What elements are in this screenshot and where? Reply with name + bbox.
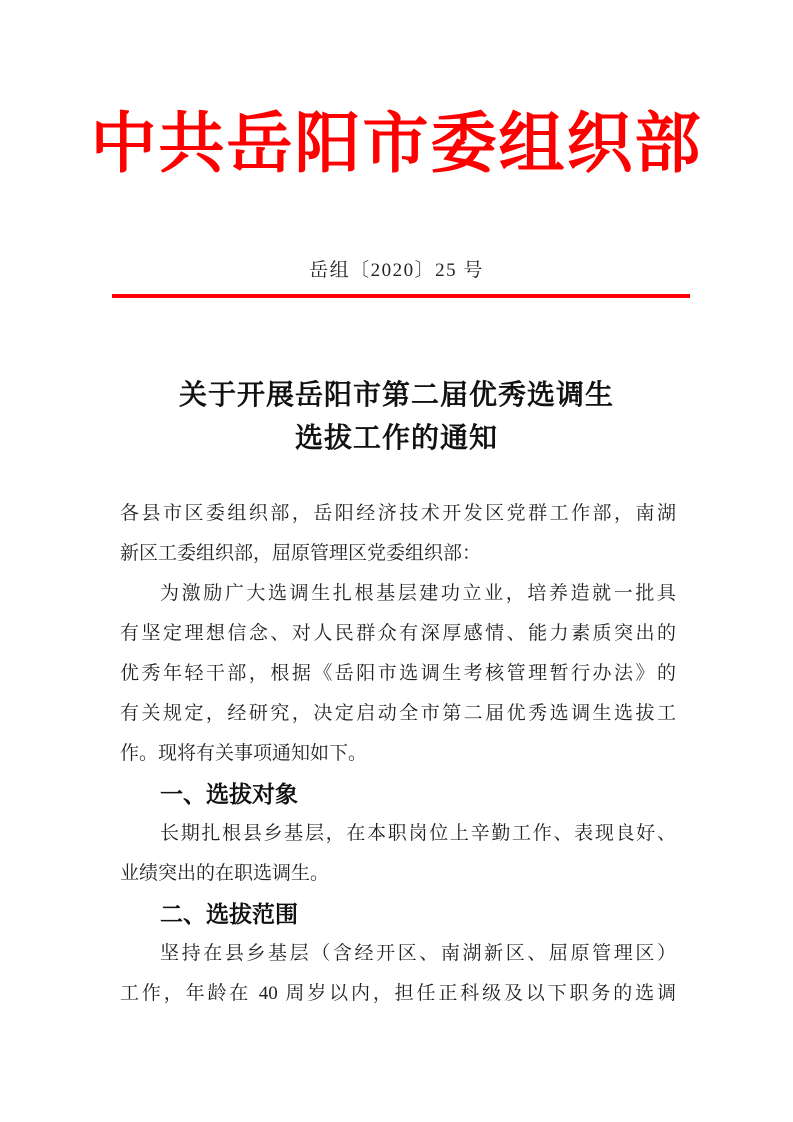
document-title [0,374,793,460]
body-line: 工作，年龄在 40 周岁以内，担任正科级及以下职务的选调 [120,983,676,1004]
section-heading-2: 二、选拔范围 [160,901,298,927]
document-title-line-1: 关于开展岳阳市第二届优秀选调生 [178,380,614,411]
body-line: 为激励广大选调生扎根基层建功立业，培养造就一批具 [160,583,676,604]
document-body [120,494,676,1014]
body-line: 有关规定，经研究，决定启动全市第二届优秀选调生选拔工 [120,703,676,724]
body-line: 坚持在县乡基层（含经开区、南湖新区、屈原管理区） [160,943,676,964]
body-line: 长期扎根县乡基层，在本职岗位上辛勤工作、表现良好、 [160,823,676,844]
salutation-line: 新区工委组织部，屈原管理区党委组织部： [120,543,482,564]
body-line: 优秀年轻干部，根据《岳阳市选调生考核管理暂行办法》的 [120,663,676,684]
salutation-line: 各县市区委组织部，岳阳经济技术开发区党群工作部，南湖 [120,503,676,524]
red-separator-line [112,294,690,298]
body-line: 作。现将有关事项通知如下。 [120,743,368,764]
body-line: 有坚定理想信念、对人民群众有深厚感情、能力素质突出的 [120,623,676,644]
document-title-line-2: 选拔工作的通知 [294,423,498,454]
section-heading-1: 一、选拔对象 [160,781,298,807]
body-line: 业绩突出的在职选调生。 [120,863,330,884]
document-number: 岳组〔2020〕25 号 [309,260,484,281]
letterhead-agency-name: 中共岳阳市委组织部 [90,108,703,181]
